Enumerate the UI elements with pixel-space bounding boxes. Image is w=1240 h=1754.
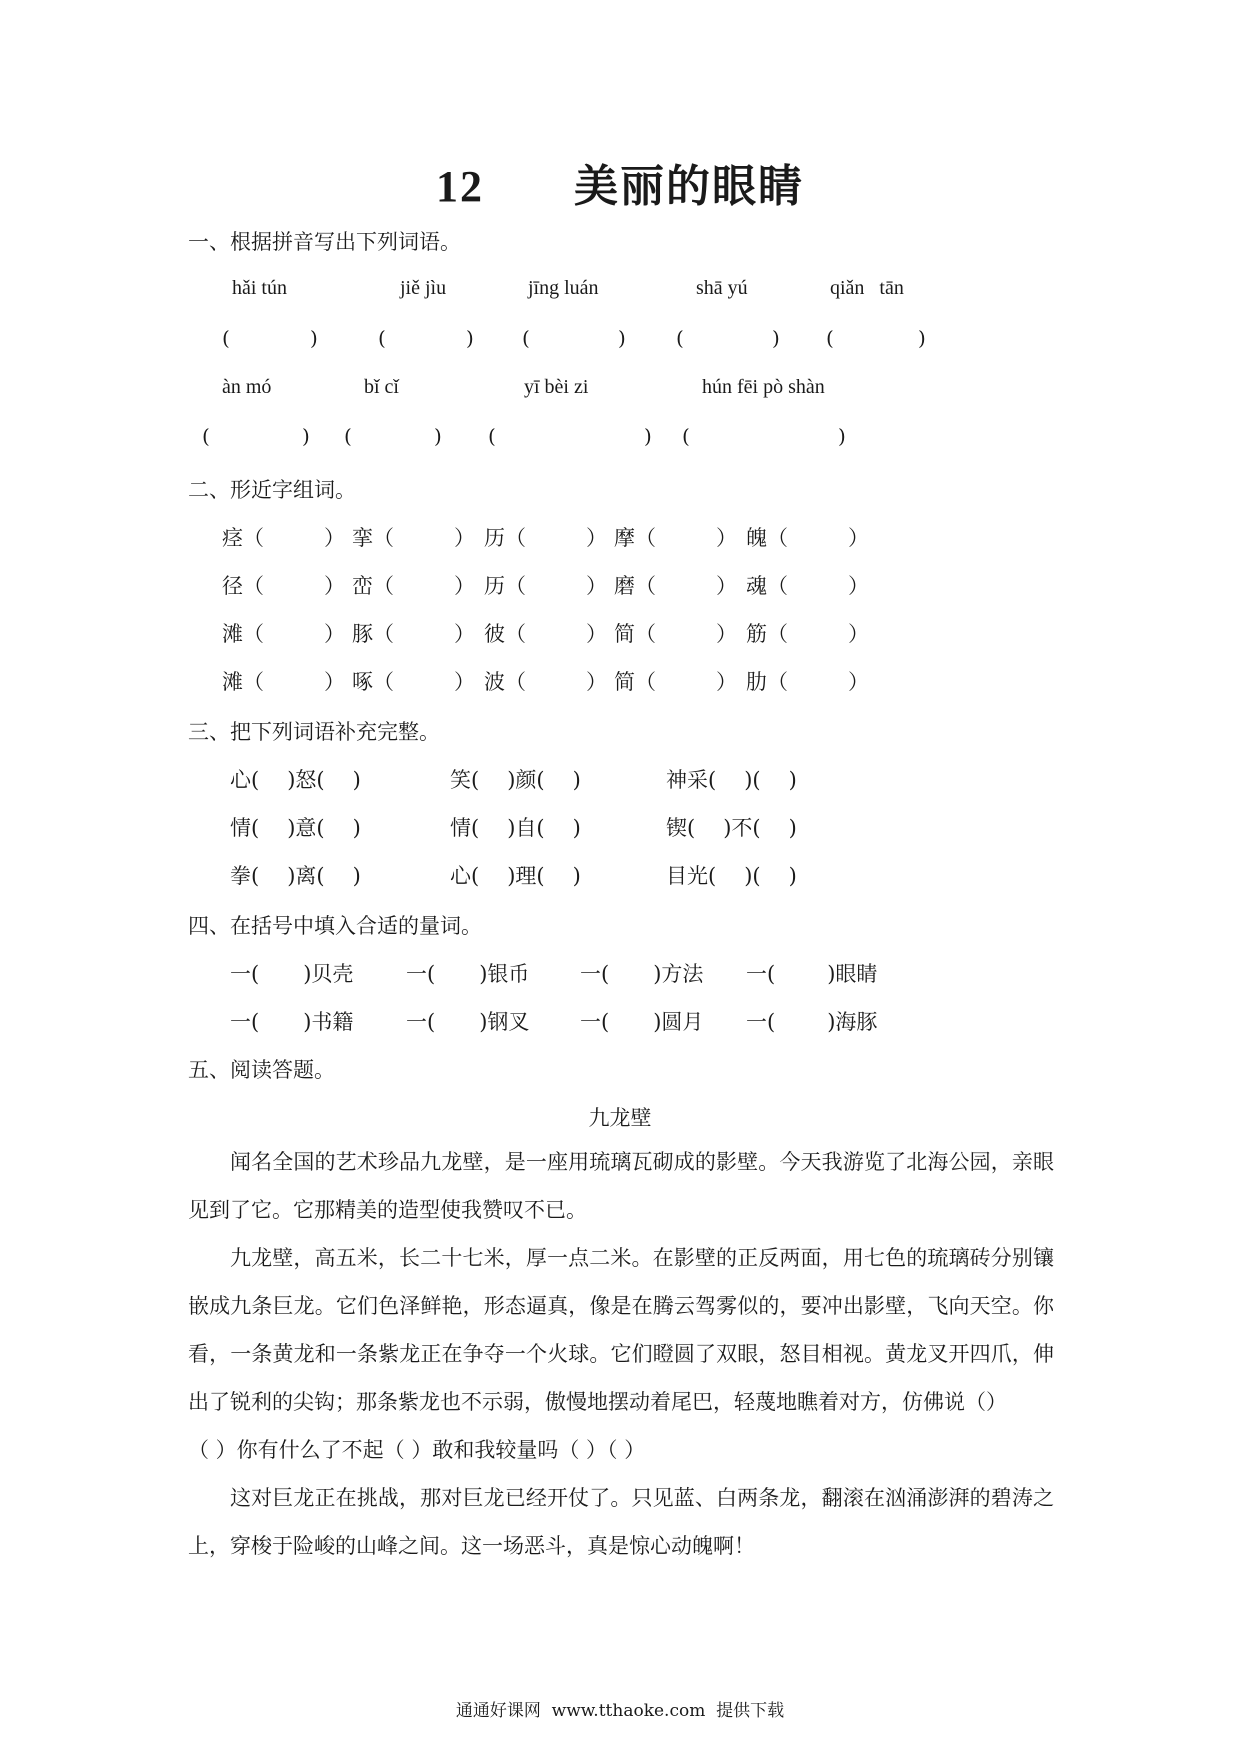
reading-paragraph-3: （ ）你有什么了不起（ ）敢和我较量吗（ ）（ ） <box>188 1438 646 1462</box>
pinyin-1: hǎi tún <box>232 277 287 299</box>
answer-paren-close: ) <box>310 326 318 350</box>
answer-paren-open: ( <box>344 424 352 448</box>
answer-paren-open: ( <box>202 424 210 448</box>
idiom-item: 情( )意( ) <box>230 816 361 840</box>
pinyin-7: bǐ cǐ <box>364 376 399 398</box>
idiom-item: 神采( )( ) <box>666 768 797 792</box>
measure-word-item: 一( )银币 <box>406 962 530 986</box>
pinyin-2: jiě jìu <box>400 277 447 299</box>
pinyin-5: qiǎn tān <box>830 277 904 299</box>
section-1-heading: 一、根据拼音写出下列词语。 <box>188 230 461 254</box>
section-3-heading: 三、把下列词语补充完整。 <box>188 720 440 744</box>
reading-paragraph-4: 这对巨龙正在挑战，那对巨龙已经开仗了。只见蓝、白两条龙，翻滚在汹涌澎湃的碧涛之上，穿梭于险峻的山峰之间。这一场恶斗，真是惊心动魄啊！ <box>188 1486 1054 1558</box>
measure-word-item: 一( )圆月 <box>580 1010 704 1034</box>
char-item: 痉（ ） <box>222 526 345 550</box>
section-5-heading: 五、阅读答题。 <box>188 1058 335 1082</box>
char-item: 彼（ ） <box>484 622 607 646</box>
char-item: 磨（ ） <box>614 574 737 598</box>
char-item: 挛（ ） <box>352 526 475 550</box>
idiom-item: 锲( )不( ) <box>666 816 797 840</box>
measure-word-item: 一( )贝壳 <box>230 962 354 986</box>
char-item: 历（ ） <box>484 526 607 550</box>
section-2-heading: 二、形近字组词。 <box>188 478 356 502</box>
pinyin-6: àn mó <box>222 376 272 398</box>
idiom-item: 心( )怒( ) <box>230 768 361 792</box>
answer-paren-open: ( <box>682 424 690 448</box>
answer-paren-open: ( <box>826 326 834 350</box>
answer-paren-open: ( <box>676 326 684 350</box>
measure-word-item: 一( )眼睛 <box>746 962 878 986</box>
answer-paren-close: ) <box>644 424 652 448</box>
pinyin-3: jīng luán <box>528 277 599 299</box>
char-item: 摩（ ） <box>614 526 737 550</box>
char-item: 滩（ ） <box>222 622 345 646</box>
char-item: 魂（ ） <box>746 574 869 598</box>
section-4-heading: 四、在括号中填入合适的量词。 <box>188 914 482 938</box>
answer-paren-open: ( <box>488 424 496 448</box>
lesson-title: 美丽的眼睛 <box>574 161 804 212</box>
answer-paren-close: ) <box>772 326 780 350</box>
page-title <box>0 150 1240 214</box>
answer-paren-close: ) <box>838 424 846 448</box>
char-item: 筋（ ） <box>746 622 869 646</box>
measure-word-item: 一( )钢叉 <box>406 1010 530 1034</box>
idiom-item: 目光( )( ) <box>666 864 797 888</box>
measure-word-item: 一( )书籍 <box>230 1010 354 1034</box>
char-item: 啄（ ） <box>352 670 475 694</box>
char-item: 峦（ ） <box>352 574 475 598</box>
reading-paragraph-1: 闻名全国的艺术珍品九龙壁，是一座用琉璃瓦砌成的影壁。今天我游览了北海公园，亲眼见到了它。它那精美的造型使我赞叹不已。 <box>188 1150 1054 1222</box>
reading-paragraph-2: 九龙壁，高五米，长二十七米，厚一点二米。在影壁的正反两面，用七色的琉璃砖分别镶嵌成九条巨龙。它们色泽鲜艳，形态逼真，像是在腾云驾雾似的，要冲出影壁，飞向天空。你看，一条黄龙和一条紫龙正在争夺一个火球。它们瞪圆了双眼，怒目相视。黄龙叉开四爪，伸出了锐利的尖钩；那条紫龙也不示弱，傲慢地摆动着尾巴，轻蔑地瞧着对方，仿佛说（） <box>188 1246 1054 1414</box>
idiom-item: 拳( )离( ) <box>230 864 361 888</box>
footer-credit: 通通好课网 www.tthaoke.com 提供下载 <box>455 1701 785 1721</box>
char-item: 魄（ ） <box>746 526 869 550</box>
pinyin-9: hún fēi pò shàn <box>702 376 825 398</box>
answer-paren-open: ( <box>222 326 230 350</box>
reading-title: 九龙壁 <box>588 1106 652 1130</box>
char-item: 滩（ ） <box>222 670 345 694</box>
char-item: 历（ ） <box>484 574 607 598</box>
char-item: 波（ ） <box>484 670 607 694</box>
pinyin-4: shā yú <box>696 277 748 299</box>
answer-paren-open: ( <box>378 326 386 350</box>
idiom-item: 情( )自( ) <box>450 816 581 840</box>
answer-paren-close: ) <box>434 424 442 448</box>
char-item: 肋（ ） <box>746 670 869 694</box>
pinyin-8: yī bèi zi <box>524 376 589 398</box>
idiom-item: 心( )理( ) <box>450 864 581 888</box>
measure-word-item: 一( )方法 <box>580 962 704 986</box>
measure-word-item: 一( )海豚 <box>746 1010 878 1034</box>
char-item: 简（ ） <box>614 670 737 694</box>
answer-paren-close: ) <box>466 326 474 350</box>
idiom-item: 笑( )颜( ) <box>450 768 581 792</box>
answer-paren-close: ) <box>618 326 626 350</box>
answer-paren-open: ( <box>522 326 530 350</box>
char-item: 豚（ ） <box>352 622 475 646</box>
lesson-number: 12 <box>436 162 484 211</box>
char-item: 简（ ） <box>614 622 737 646</box>
answer-paren-close: ) <box>302 424 310 448</box>
char-item: 径（ ） <box>222 574 345 598</box>
answer-paren-close: ) <box>918 326 926 350</box>
